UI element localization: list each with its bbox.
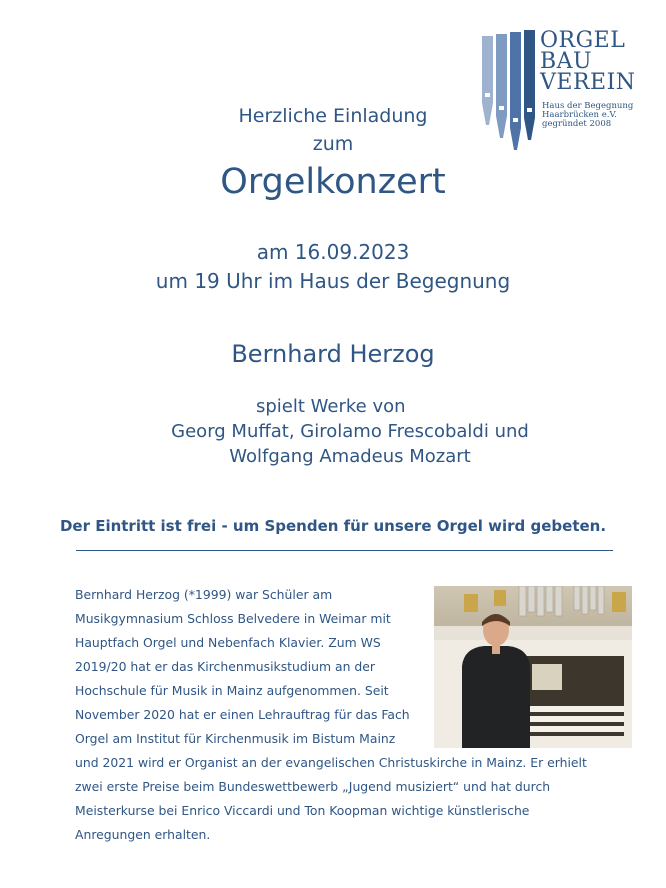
logo-subtitle-line: Haarbrücken e.V. [542,110,617,120]
logo-title-line: VEREIN [540,70,636,95]
organ-pipe-body [496,34,507,116]
invitation-line: Herzliche Einladung [238,105,428,127]
program-composers: Wolfgang Amadeus Mozart [229,446,471,467]
biography [75,583,590,847]
logo-title-line: ORGEL [540,28,626,53]
performer-photo [434,586,632,748]
biography-text: Bernhard Herzog (*1999) war Schüler am Musikgymnasium Schloss Belvedere in Weimar mit Hauptfach Orgel und Nebenfach Klavier. Zum WS 2019/20 hat er das Kirchenmusikstudium an der Hochschule für Musik in Mainz aufgenommen. Seit November 2020 hat er einen Lehrauftrag für das Fach Orgel am Institut für Kirchenmusik im Bistum Mainz und 2021 wird er Organist an der evangelischen Christuskirche in Mainz. Er erhielt zwei erste Preise beim Bundeswettbewerb „Jugend musiziert“ und hat durch Meisterkurse bei Enrico Viccardi und Ton Koopman wichtige künstlerische Anregungen erhalten. [75,587,587,842]
logo-title [540,30,636,93]
organ-pipe-mouth [485,93,490,97]
program-intro: spielt Werke von [256,396,406,417]
organ-pipe-body [482,36,493,103]
event-title: Orgelkonzert [220,162,446,202]
logo-title-line: BAU [540,49,593,74]
event-time-place: um 19 Uhr im Haus der Begegnung [155,269,511,293]
logo-subtitle-line: gegründet 2008 [542,119,612,129]
invitation-line: zum [312,133,354,155]
event-date: am 16.09.2023 [256,240,410,264]
program-composers: Georg Muffat, Girolamo Frescobaldi und [171,421,529,442]
divider [76,550,613,551]
logo-subtitle-line: Haus der Begegnung [542,101,634,111]
performer-name: Bernhard Herzog [231,340,435,368]
admission-note: Der Eintritt ist frei - um Spenden für unsere Orgel wird gebeten. [59,517,607,535]
